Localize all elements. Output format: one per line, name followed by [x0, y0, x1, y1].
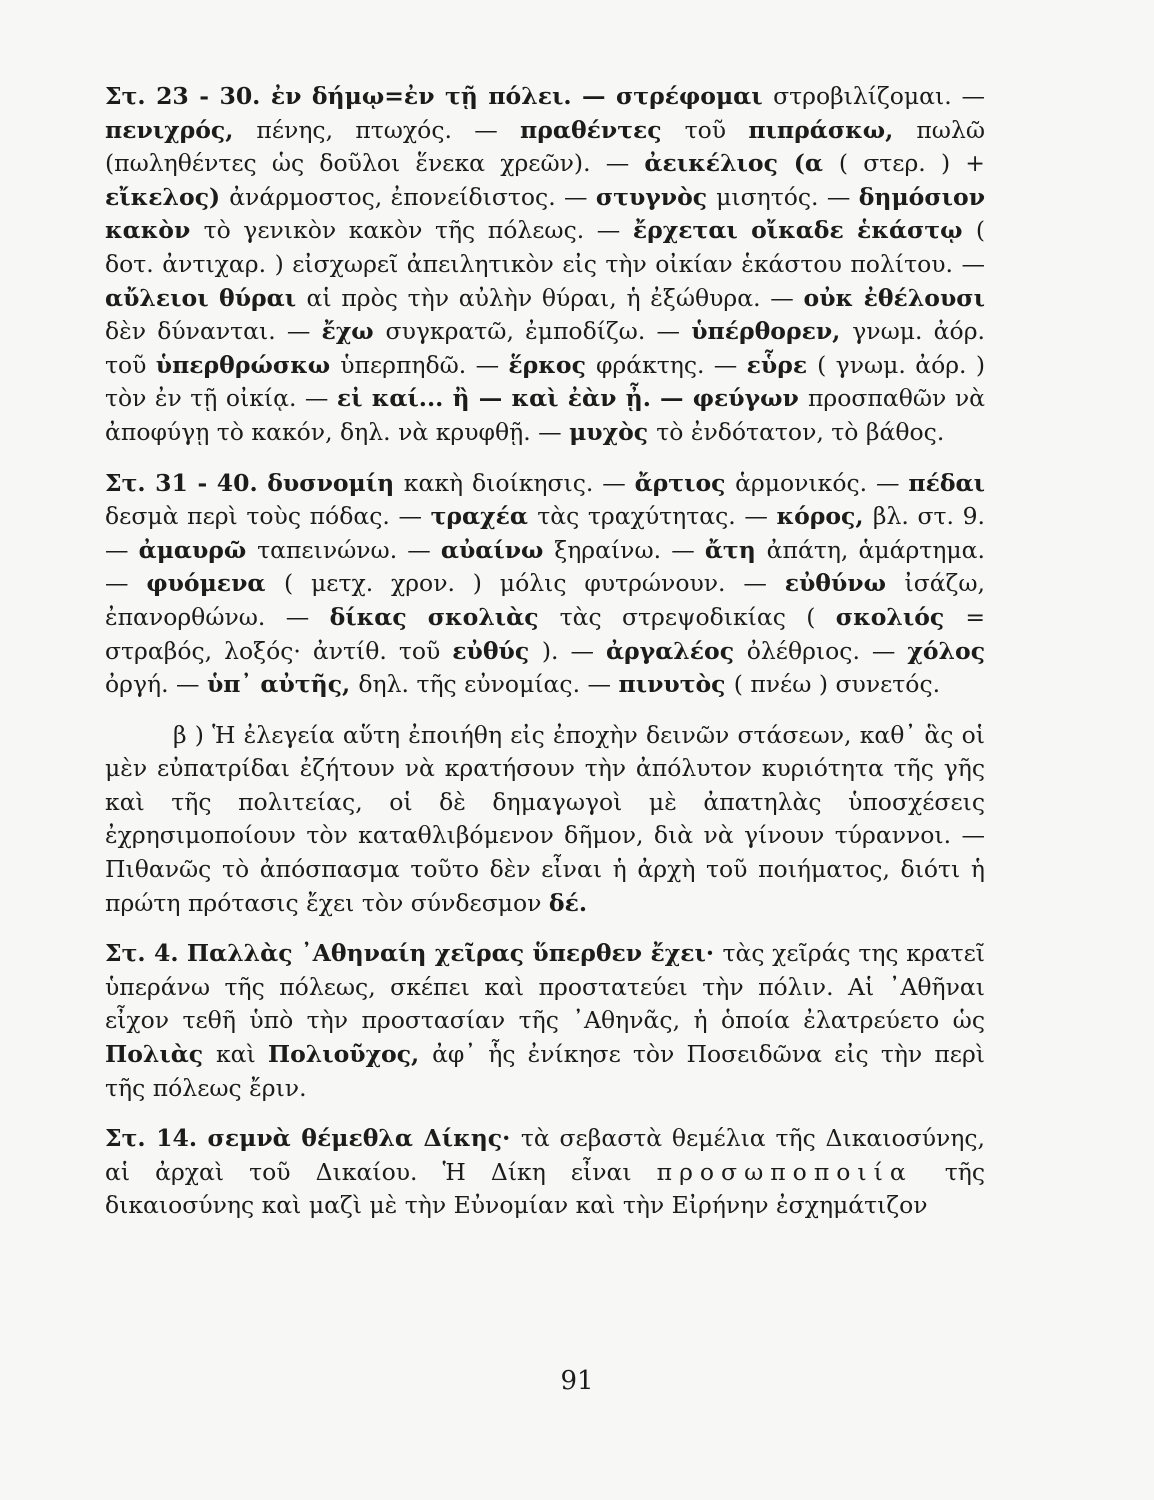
- paragraph-introduction-b: [105, 719, 985, 921]
- bold-term: Στ. 23 - 30.: [105, 82, 271, 110]
- gloss-text: στροβιλίζομαι. —: [773, 82, 985, 110]
- bold-term: ἀργαλέος: [605, 636, 747, 665]
- bold-term: Πολιὰς: [105, 1040, 216, 1069]
- gloss-text: ὀλέθριος. —: [746, 636, 908, 665]
- bold-term: ἀεικέλιος (α: [644, 149, 839, 178]
- gloss-text: ( γνωμ. ἀόρ. ) τὸν ἐν τῇ οἰκίᾳ. —: [105, 350, 986, 413]
- gloss-text: κακὴ διοίκησις. —: [403, 468, 635, 497]
- gloss-text: τὸ γενικὸν κακὸν τῆς πόλεως. —: [203, 216, 633, 245]
- gloss-text: ξηραίνω. —: [554, 535, 705, 564]
- gloss-text: ἁρμονικός. —: [735, 468, 909, 497]
- gloss-text: ( πνέω ) συνετός.: [733, 670, 941, 699]
- gloss-text: ( μετχ. χρον. ) μόλις φυτρώνουν. —: [284, 569, 785, 598]
- gloss-text: πένης, πτωχός. —: [256, 115, 521, 144]
- gloss-text: ( στερ. ) +: [838, 149, 985, 178]
- bold-term: κόρος,: [776, 502, 873, 531]
- gloss-text: τοῦ: [684, 115, 749, 144]
- bold-term: Πολιοῦχος,: [267, 1040, 433, 1069]
- paragraph-line-14: [105, 1122, 985, 1223]
- bold-term: ὑπερθρώσκω: [155, 350, 341, 379]
- bold-term: οὐκ ἐθέλουσι: [803, 283, 985, 312]
- gloss-text: φράκτης. —: [595, 350, 747, 379]
- gloss-text: = στραβός, λοξός· ἀντίθ. τοῦ: [105, 602, 986, 665]
- bold-term: εὗρε: [746, 350, 818, 379]
- bold-term: ἀμαυρῶ: [138, 535, 258, 564]
- bold-term: Στ. 31 - 40. δυσνομίη: [105, 468, 404, 497]
- gloss-text: μισητός. —: [716, 182, 859, 211]
- gloss-text: ἀνάρμοστος, ἐπονείδιστος. —: [229, 182, 596, 211]
- bold-term: μυχὸς: [569, 417, 657, 446]
- bold-term: δημόσιον κακὸν: [105, 182, 985, 245]
- bold-term: στυγνὸς: [595, 182, 717, 211]
- gloss-text: δὲν δύνανται. —: [105, 317, 322, 346]
- bold-term: Στ. 4. Παλλὰς ᾿Αθηναίη χεῖρας ὕπερθεν ἔχει·: [105, 939, 723, 968]
- bold-term: εἴκελος): [105, 182, 230, 211]
- bold-term: πενιχρός,: [105, 115, 257, 144]
- gloss-text: τὰς τραχύτητας. —: [537, 502, 777, 531]
- bold-term: πραθέντες: [520, 115, 685, 144]
- bold-term: ἄτη: [704, 535, 767, 564]
- bold-term: Στ. 14. σεμνὰ θέμεθλα Δίκης·: [105, 1124, 521, 1153]
- gloss-text: β ) Ἡ ἐλεγεία αὕτη ἐποιήθη εἰς ἐποχὴν δεινῶν στάσεων, καθ᾿ ἃς οἱ μὲν εὐπατρίδαι ἐζήτουν νὰ κρατήσουν τὴν ἀπόλυτον κυριότητα τῆς γῆς καὶ τῆς πολιτείας, οἱ δὲ δημαγωγοὶ μὲ ἀπατηλὰς ὑποσχέσεις ἐχρησιμοποίουν τὸν καταθλιβόμενον δῆμον, διὰ νὰ γίνουν τύραννοι. — Πιθανῶς τὸ ἀπόσπασμα τοῦτο δὲν εἶναι ἡ ἀρχὴ τοῦ ποιήματος, διότι ἡ πρώτη πρότασις ἔχει τὸν σύνδεσμον: [105, 720, 985, 917]
- gloss-text: τὰ σεβαστὰ θεμέλια τῆς Δικαιοσύνης, αἱ ἀρχαὶ τοῦ Δικαίου. Ἡ Δίκη εἶναι: [105, 1124, 985, 1186]
- bold-term: ὑπ᾿ αὐτῆς,: [207, 670, 359, 699]
- gloss-text: ὑπερπηδῶ. —: [340, 350, 509, 379]
- gloss-text: αἱ πρὸς τὴν αὐλὴν θύραι, ἡ ἐξώθυρα. —: [306, 283, 804, 312]
- gloss-text: προσωποποιία: [656, 1157, 945, 1186]
- gloss-text: ἀφ᾿ ἧς ἐνίκησε τὸν Ποσειδῶνα εἰς τὴν περὶ τῆς πόλεως ἔριν.: [105, 1040, 985, 1102]
- bold-term: ἔχω: [321, 317, 386, 346]
- bold-term: ἐν δήμῳ=ἐν τῇ πόλει. — στρέφομαι: [270, 82, 774, 110]
- bold-term: ἄρτιος: [634, 468, 736, 497]
- gloss-text: δηλ. τῆς εὐνομίας. —: [358, 670, 619, 699]
- paragraph-lines-23-30: [105, 80, 985, 450]
- bold-term: πινυτὸς: [618, 670, 734, 699]
- bold-term: ὑπέρθορεν,: [691, 317, 853, 346]
- bold-term: εὐθύνω: [784, 569, 905, 598]
- gloss-text: ὀργή. —: [105, 670, 207, 699]
- bold-term: χόλος: [907, 636, 985, 665]
- bold-term: φυόμενα: [146, 569, 285, 598]
- bold-term: δίκας σκολιὰς: [329, 602, 560, 631]
- gloss-text: καὶ: [215, 1040, 268, 1069]
- bold-term: αὔλειοι θύραι: [105, 283, 307, 312]
- bold-term: σκολιός: [835, 602, 966, 631]
- gloss-text: προσπαθῶν νὰ ἀποφύγῃ τὸ κακόν, δηλ. νὰ κρυφθῇ. —: [105, 384, 985, 446]
- bold-term: εὐθύς: [452, 636, 542, 665]
- gloss-text: ). —: [541, 636, 606, 665]
- bold-term: τραχέα: [430, 502, 538, 531]
- gloss-text: ἀπάτη, ἁμάρτημα. —: [105, 535, 986, 598]
- gloss-text: βλ. στ. 9. —: [105, 502, 986, 564]
- gloss-text: ( δοτ. ἀντιχαρ. ) εἰσχωρεῖ ἀπειλητικὸν εἰς τὴν οἰκίαν ἑκάστου πολίτου. —: [105, 216, 985, 278]
- gloss-text: πωλῶ (πωληθέντες ὡς δοῦλοι ἕνεκα χρεῶν). —: [105, 115, 986, 178]
- paragraph-line-4: [105, 937, 985, 1105]
- bold-term: πέδαι: [908, 468, 985, 497]
- commentary-text: [105, 80, 985, 1223]
- gloss-text: ἰσάζω, ἐπανορθώνω. —: [105, 569, 985, 631]
- page-number: 91: [560, 1366, 594, 1396]
- gloss-text: τὰς στρεψοδικίας (: [559, 602, 836, 631]
- gloss-text: ταπεινώνω. —: [257, 535, 441, 564]
- gloss-text: τὸ ἐνδότατον, τὸ βάθος.: [656, 417, 945, 446]
- gloss-text: συγκρατῶ, ἐμποδίζω. —: [385, 317, 692, 346]
- bold-term: εἰ καί... ἢ — καὶ ἐὰν ᾖ. — φεύγων: [336, 384, 808, 413]
- gloss-text: τῆς δικαιοσύνης καὶ μαζὶ μὲ τὴν Εὐνομίαν καὶ τὴν Εἰρήνην ἐσχημάτιζον: [105, 1157, 985, 1220]
- bold-term: δέ.: [548, 888, 588, 917]
- paragraph-lines-31-40: [105, 467, 985, 702]
- bold-term: ἔρχεται οἴκαδε ἑκάστῳ: [632, 216, 976, 245]
- gloss-text: δεσμὰ περὶ τοὺς πόδας. —: [105, 502, 431, 531]
- bold-term: ἕρκος: [508, 350, 596, 379]
- bold-term: πιπράσκω,: [748, 115, 917, 144]
- gloss-text: τὰς χεῖράς της κρατεῖ ὑπεράνω τῆς πόλεως, σκέπει καὶ προστατεύει τὴν πόλιν. Αἱ ᾿Αθῆναι εἶχον τεθῆ ὑπὸ τὴν προστασίαν τῆς ᾿Αθηνᾶς, ἡ ὁποία ἐλατρεύετο ὡς: [105, 939, 986, 1035]
- gloss-text: γνωμ. ἀόρ. τοῦ: [105, 317, 985, 379]
- bold-term: αὐαίνω: [440, 535, 555, 564]
